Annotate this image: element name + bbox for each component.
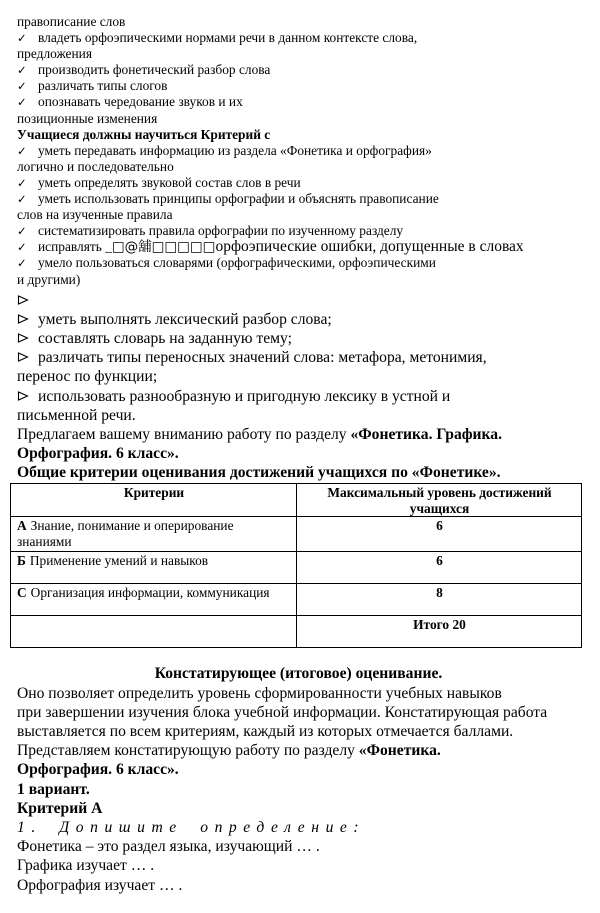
check-bullet-icon: ✓ <box>17 31 27 46</box>
header-text: Критерии <box>123 484 185 500</box>
check-bullet-icon: ✓ <box>17 224 27 239</box>
text-run: «Фонетика. <box>358 742 441 760</box>
text-run: правописание слов <box>17 14 126 29</box>
text-line <box>17 14 580 30</box>
closing-section <box>17 664 580 894</box>
text-line <box>17 425 580 444</box>
criterion-text: знаниями <box>17 534 72 550</box>
criterion-label-cell <box>11 616 297 648</box>
criterion-value: 6 <box>436 553 443 569</box>
text-run: письменной речи. <box>17 406 136 424</box>
text-run: 1. Допишите определение: <box>17 819 366 837</box>
criteria-table <box>10 483 582 649</box>
text-run: Орфография изучает … . <box>17 876 183 894</box>
text-line <box>17 127 580 143</box>
text-line <box>17 703 580 722</box>
table-row <box>11 584 582 616</box>
check-bullet-icon: ✓ <box>17 95 27 110</box>
text-line <box>17 876 580 895</box>
check-bullet-icon: ✓ <box>17 240 27 255</box>
criterion-label-cell <box>11 552 297 584</box>
text-line <box>17 684 580 703</box>
text-line <box>17 30 580 46</box>
text-run: Графика изучает … . <box>17 857 155 875</box>
text-line <box>17 291 580 310</box>
text-run: Оно позволяет определить уровень сформированности учебных навыков <box>17 684 502 702</box>
text-line <box>17 722 580 741</box>
text-line <box>17 367 580 386</box>
text-run: умело пользоваться словарями (орфографическими, орфоэпическими <box>38 255 436 271</box>
text-run: Представляем констатирующую работу по разделу <box>17 742 359 760</box>
check-bullet-icon: ✓ <box>17 256 27 271</box>
text-line <box>17 837 580 856</box>
text-line <box>17 46 580 62</box>
criterion-value: 6 <box>436 518 443 534</box>
text-line <box>17 159 580 175</box>
text-line <box>17 799 580 818</box>
text-line <box>17 310 580 329</box>
text-line <box>17 255 580 271</box>
arrow-bullet-icon <box>17 291 38 310</box>
check-bullet-icon: ✓ <box>17 79 27 94</box>
text-line <box>17 780 580 799</box>
text-run: систематизировать правила орфографии по изученному разделу <box>38 223 404 239</box>
arrow-bullet-icon <box>17 348 38 367</box>
text-run: Орфография. 6 класс». <box>17 445 179 463</box>
criterion-value-cell <box>297 552 582 584</box>
text-run: использовать разнообразную и пригодную лексику в устной и <box>38 387 451 405</box>
criterion-value-cell <box>297 616 582 648</box>
criterion-label-cell <box>11 517 297 552</box>
intro-list-section <box>17 14 580 288</box>
check-bullet-icon: ✓ <box>17 143 27 158</box>
text-run: Фонетика – это раздел языка, изучающий … . <box>17 838 320 856</box>
criterion-text: Применение умений и навыков <box>29 553 209 569</box>
text-line <box>17 664 580 683</box>
text-run: Предлагаем вашему вниманию работу по разделу <box>17 426 351 444</box>
text-line <box>17 329 580 348</box>
criterion-letter: С <box>17 585 27 601</box>
criterion-text: Знание, понимание и оперирование <box>30 518 234 534</box>
text-line <box>17 444 580 463</box>
text-run: выставляется по всем критериям, каждый из которых отмечается баллами. <box>17 723 514 741</box>
check-bullet-icon: ✓ <box>17 175 27 190</box>
text-run: различать типы слогов <box>38 78 168 94</box>
criterion-text: Организация информации, коммуникация <box>30 585 270 601</box>
text-run: □@舖□□□□□ <box>111 239 216 256</box>
table-row <box>11 616 582 648</box>
arrow-bullet-icon <box>17 310 38 329</box>
text-run: предложения <box>17 46 92 62</box>
text-run: владеть орфоэпическими нормами речи в данном контексте слова, <box>38 30 418 46</box>
table-row <box>11 552 582 584</box>
text-line <box>17 239 580 255</box>
text-run: уметь использовать принципы орфографии и объяснять правописание <box>38 191 439 207</box>
text-run: составлять словарь на заданную тему; <box>38 330 292 347</box>
text-run: исправлять _ <box>38 239 112 255</box>
table-row <box>11 517 582 552</box>
text-line <box>17 207 580 223</box>
text-run: 1 вариант. <box>17 780 90 798</box>
criterion-value-cell <box>297 517 582 552</box>
criterion-value: 8 <box>436 585 443 601</box>
text-run: позиционные изменения <box>17 110 158 126</box>
text-line <box>17 175 580 191</box>
text-run: Учащиеся должны научиться Критерий с <box>17 126 271 142</box>
header-text: Максимальный уровень достижений <box>327 484 552 500</box>
text-run: различать типы переносных значений слова: метафора, метонимия, <box>38 349 487 367</box>
text-line <box>17 387 580 406</box>
text-line <box>17 760 580 779</box>
text-line <box>17 406 580 425</box>
text-run: Констатирующее (итоговое) оценивание. <box>154 665 443 683</box>
text-run: орфоэпические ошибки, допущенные в словах <box>215 238 524 256</box>
criterion-value-cell <box>297 584 582 616</box>
text-run: производить фонетический разбор слова <box>38 62 271 78</box>
criterion-value: Итого 20 <box>413 617 466 633</box>
criterion-letter: А <box>17 518 27 534</box>
text-line <box>17 272 580 288</box>
text-line <box>17 94 580 110</box>
text-line <box>17 143 580 159</box>
table-header-max-level <box>297 483 582 517</box>
arrow-bullet-icon <box>17 329 38 348</box>
arrow-bullet-icon <box>17 387 38 406</box>
arrow-list-section <box>17 291 580 483</box>
text-line <box>17 78 580 94</box>
criterion-letter: Б <box>17 553 26 569</box>
text-line <box>17 111 580 127</box>
check-bullet-icon: ✓ <box>17 63 27 78</box>
text-run: уметь передавать информацию из раздела «Фонетика и орфография» <box>38 142 432 158</box>
text-run: Орфография. 6 класс». <box>17 761 179 779</box>
text-run: перенос по функции; <box>17 368 158 386</box>
text-run: и другими) <box>17 271 81 287</box>
text-line <box>17 463 580 482</box>
text-line <box>17 223 580 239</box>
text-line <box>17 191 580 207</box>
criterion-label-cell <box>11 584 297 616</box>
text-run: уметь выполнять лексический разбор слова; <box>38 310 332 328</box>
text-run: слов на изученные правила <box>17 207 173 223</box>
text-run: Общие критерии оценивания достижений учащихся по «Фонетике». <box>17 464 501 482</box>
text-run: Критерий А <box>17 799 103 817</box>
table-header-row <box>11 483 582 517</box>
text-run: при завершении изучения блока учебной информации. Констатирующая работа <box>17 703 548 721</box>
check-bullet-icon: ✓ <box>17 192 27 207</box>
header-text: учащихся <box>409 500 470 516</box>
text-run: опознавать чередование звуков и их <box>38 94 243 110</box>
text-line <box>17 741 580 760</box>
text-run: уметь определять звуковой состав слов в речи <box>38 174 301 190</box>
text-run: «Фонетика. Графика. <box>350 426 502 444</box>
text-line <box>17 856 580 875</box>
text-line <box>17 348 580 367</box>
text-line <box>17 818 580 837</box>
table-header-criteria <box>11 483 297 517</box>
text-line <box>17 62 580 78</box>
text-run: логично и последовательно <box>17 158 174 174</box>
